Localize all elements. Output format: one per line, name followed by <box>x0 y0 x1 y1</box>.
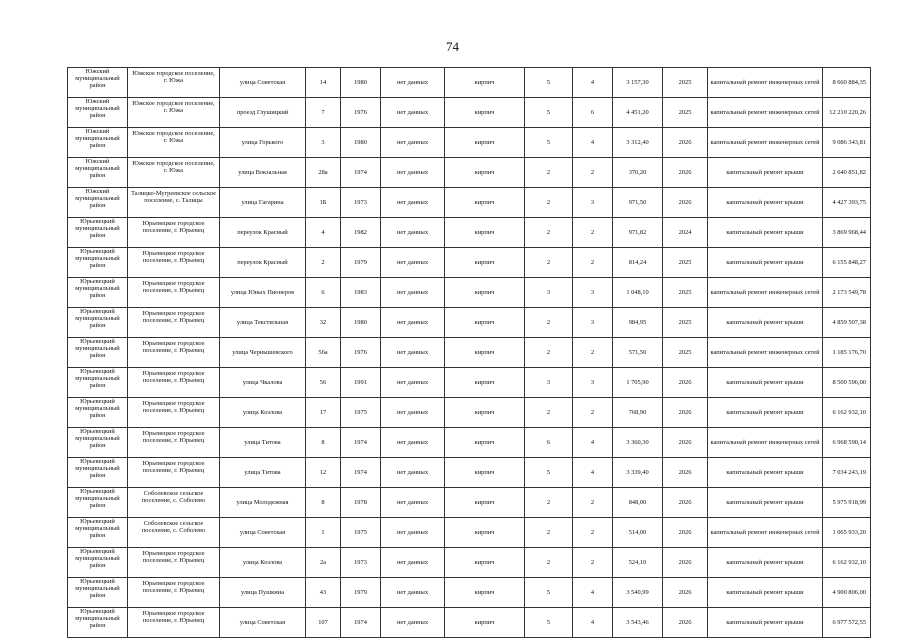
cell-work: капитальный ремонт инженерных сетей <box>708 428 823 458</box>
cell-area: 571,50 <box>613 338 663 368</box>
cell-work: капитальный ремонт крыши <box>708 608 823 638</box>
cell-work: капитальный ремонт инженерных сетей <box>708 518 823 548</box>
cell-floors: 2 <box>525 338 573 368</box>
cell-house: 14 <box>306 68 341 98</box>
cell-district: Южский муниципальный район <box>68 188 128 218</box>
cell-entrances: 2 <box>573 248 613 278</box>
cell-year: 1978 <box>341 488 381 518</box>
cell-year: 1991 <box>341 368 381 398</box>
cell-year: 1983 <box>341 278 381 308</box>
cell-floors: 2 <box>525 158 573 188</box>
cell-settlement: Юрьевецкое городское поселение, г. Юрьевец <box>128 428 220 458</box>
table-row <box>68 338 871 368</box>
cell-area: 1 048,10 <box>613 278 663 308</box>
cell-plan-year: 2026 <box>663 158 708 188</box>
cell-material: кирпич <box>445 308 525 338</box>
cell-house: 6 <box>306 278 341 308</box>
cell-plan-year: 2026 <box>663 428 708 458</box>
cell-floors: 3 <box>525 278 573 308</box>
cell-plan-year: 2025 <box>663 338 708 368</box>
cell-entrances: 2 <box>573 488 613 518</box>
cell-floors: 6 <box>525 428 573 458</box>
cell-entrances: 4 <box>573 578 613 608</box>
cell-condition: нет данных <box>381 458 445 488</box>
cell-house: 4 <box>306 218 341 248</box>
cell-area: 3 312,40 <box>613 128 663 158</box>
cell-district: Юрьевецкий муниципальный район <box>68 398 128 428</box>
cell-area: 524,10 <box>613 548 663 578</box>
cell-plan-year: 2026 <box>663 518 708 548</box>
cell-work: капитальный ремонт крыши <box>708 578 823 608</box>
table-row <box>68 128 871 158</box>
cell-cost: 3 869 968,44 <box>823 218 871 248</box>
page-number: 74 <box>446 39 459 54</box>
cell-year: 1975 <box>341 398 381 428</box>
cell-district: Юрьевецкий муниципальный район <box>68 518 128 548</box>
cell-settlement: Юрьевецкое городское поселение, г. Юрьевец <box>128 248 220 278</box>
cell-floors: 2 <box>525 518 573 548</box>
cell-year: 1980 <box>341 128 381 158</box>
cell-area: 814,24 <box>613 248 663 278</box>
cell-district: Юрьевецкий муниципальный район <box>68 608 128 638</box>
cell-floors: 2 <box>525 218 573 248</box>
cell-work: капитальный ремонт крыши <box>708 308 823 338</box>
cell-settlement: Юрьевецкое городское поселение, г. Юрьевец <box>128 338 220 368</box>
table-row <box>68 398 871 428</box>
cell-cost: 5 975 918,99 <box>823 488 871 518</box>
cell-work: капитальный ремонт крыши <box>708 458 823 488</box>
cell-year: 1973 <box>341 548 381 578</box>
cell-floors: 2 <box>525 248 573 278</box>
cell-house: 8 <box>306 488 341 518</box>
cell-material: кирпич <box>445 218 525 248</box>
cell-floors: 5 <box>525 98 573 128</box>
table-row <box>68 308 871 338</box>
cell-area: 3 157,30 <box>613 68 663 98</box>
cell-house: 56а <box>306 338 341 368</box>
cell-district: Юрьевецкий муниципальный район <box>68 428 128 458</box>
cell-district: Юрьевецкий муниципальный район <box>68 278 128 308</box>
cell-district: Юрьевецкий муниципальный район <box>68 338 128 368</box>
cell-house: 17 <box>306 398 341 428</box>
table-row <box>68 548 871 578</box>
cell-street: улица Вокзальная <box>220 158 306 188</box>
cell-street: улица Советская <box>220 518 306 548</box>
cell-house: 12 <box>306 458 341 488</box>
cell-material: кирпич <box>445 98 525 128</box>
cell-street: улица Титова <box>220 428 306 458</box>
cell-settlement: Юрьевецкое городское поселение, г. Юрьевец <box>128 578 220 608</box>
cell-material: кирпич <box>445 548 525 578</box>
cell-work: капитальный ремонт крыши <box>708 368 823 398</box>
cell-work: капитальный ремонт крыши <box>708 158 823 188</box>
cell-floors: 5 <box>525 608 573 638</box>
cell-area: 3 540,99 <box>613 578 663 608</box>
cell-area: 971,50 <box>613 188 663 218</box>
cell-condition: нет данных <box>381 578 445 608</box>
cell-cost: 1 065 933,20 <box>823 518 871 548</box>
cell-settlement: Южское городское поселение, г. Южа <box>128 68 220 98</box>
cell-cost: 8 660 884,35 <box>823 68 871 98</box>
cell-work: капитальный ремонт инженерных сетей <box>708 338 823 368</box>
table-row <box>68 458 871 488</box>
cell-material: кирпич <box>445 488 525 518</box>
cell-street: улица Козлова <box>220 398 306 428</box>
cell-year: 1979 <box>341 578 381 608</box>
cell-floors: 2 <box>525 488 573 518</box>
cell-work: капитальный ремонт крыши <box>708 398 823 428</box>
cell-entrances: 3 <box>573 368 613 398</box>
cell-street: улица Молодежная <box>220 488 306 518</box>
cell-settlement: Юрьевецкое городское поселение, г. Юрьевец <box>128 548 220 578</box>
cell-entrances: 4 <box>573 608 613 638</box>
cell-street: улица Козлова <box>220 548 306 578</box>
cell-street: улица Пушкина <box>220 578 306 608</box>
cell-plan-year: 2026 <box>663 608 708 638</box>
cell-material: кирпич <box>445 368 525 398</box>
cell-year: 1973 <box>341 188 381 218</box>
cell-district: Юрьевецкий муниципальный район <box>68 488 128 518</box>
cell-plan-year: 2026 <box>663 488 708 518</box>
cell-house: 8 <box>306 428 341 458</box>
cell-condition: нет данных <box>381 188 445 218</box>
cell-plan-year: 2026 <box>663 368 708 398</box>
cell-work: капитальный ремонт крыши <box>708 188 823 218</box>
cell-floors: 5 <box>525 128 573 158</box>
table-body <box>68 68 871 638</box>
cell-floors: 5 <box>525 458 573 488</box>
cell-house: 43 <box>306 578 341 608</box>
cell-condition: нет данных <box>381 68 445 98</box>
cell-floors: 5 <box>525 68 573 98</box>
cell-floors: 3 <box>525 368 573 398</box>
cell-area: 3 360,30 <box>613 428 663 458</box>
cell-street: улица Советская <box>220 68 306 98</box>
cell-house: 3 <box>306 128 341 158</box>
table-row <box>68 428 871 458</box>
cell-condition: нет данных <box>381 128 445 158</box>
cell-district: Южский муниципальный район <box>68 68 128 98</box>
cell-cost: 2 173 549,78 <box>823 278 871 308</box>
cell-district: Юрьевецкий муниципальный район <box>68 578 128 608</box>
cell-floors: 2 <box>525 398 573 428</box>
table-row <box>68 218 871 248</box>
cell-settlement: Юрьевецкое городское поселение, г. Юрьевец <box>128 278 220 308</box>
cell-entrances: 3 <box>573 278 613 308</box>
cell-floors: 5 <box>525 578 573 608</box>
table-row <box>68 158 871 188</box>
cell-entrances: 4 <box>573 68 613 98</box>
table-row <box>68 578 871 608</box>
cell-street: улица Чкалова <box>220 368 306 398</box>
cell-street: улица Текстильная <box>220 308 306 338</box>
cell-condition: нет данных <box>381 278 445 308</box>
cell-street: улица Горького <box>220 128 306 158</box>
cell-entrances: 2 <box>573 398 613 428</box>
cell-year: 1974 <box>341 608 381 638</box>
cell-cost: 4 859 507,38 <box>823 308 871 338</box>
cell-entrances: 3 <box>573 188 613 218</box>
cell-area: 768,90 <box>613 398 663 428</box>
cell-street: улица Чернышевского <box>220 338 306 368</box>
cell-house: 107 <box>306 608 341 638</box>
cell-condition: нет данных <box>381 158 445 188</box>
cell-plan-year: 2026 <box>663 398 708 428</box>
cell-material: кирпич <box>445 608 525 638</box>
cell-cost: 4 900 806,00 <box>823 578 871 608</box>
cell-work: капитальный ремонт крыши <box>708 218 823 248</box>
cell-condition: нет данных <box>381 518 445 548</box>
cell-plan-year: 2024 <box>663 218 708 248</box>
cell-year: 1974 <box>341 428 381 458</box>
cell-condition: нет данных <box>381 248 445 278</box>
cell-plan-year: 2025 <box>663 68 708 98</box>
table-row <box>68 68 871 98</box>
cell-district: Юрьевецкий муниципальный район <box>68 218 128 248</box>
cell-district: Юрьевецкий муниципальный район <box>68 548 128 578</box>
cell-floors: 2 <box>525 548 573 578</box>
cell-street: переулок Красный <box>220 248 306 278</box>
cell-cost: 6 155 848,27 <box>823 248 871 278</box>
cell-house: 2 <box>306 248 341 278</box>
cell-year: 1974 <box>341 458 381 488</box>
cell-condition: нет данных <box>381 98 445 128</box>
table-row <box>68 518 871 548</box>
cell-work: капитальный ремонт инженерных сетей <box>708 68 823 98</box>
cell-settlement: Соболевское сельское поселение, с. Соболево <box>128 488 220 518</box>
cell-house: 2а <box>306 548 341 578</box>
cell-cost: 4 427 393,75 <box>823 188 871 218</box>
cell-floors: 2 <box>525 308 573 338</box>
cell-plan-year: 2026 <box>663 188 708 218</box>
cell-area: 514,00 <box>613 518 663 548</box>
cell-entrances: 4 <box>573 428 613 458</box>
cell-street: переулок Красный <box>220 218 306 248</box>
cell-plan-year: 2026 <box>663 128 708 158</box>
cell-settlement: Соболевское сельское поселение, с. Соболево <box>128 518 220 548</box>
cell-settlement: Талицко-Мугреевское сельское поселение, с. Талицы <box>128 188 220 218</box>
cell-street: улица Гагарина <box>220 188 306 218</box>
cell-entrances: 4 <box>573 458 613 488</box>
cell-settlement: Юрьевецкое городское поселение, г. Юрьевец <box>128 398 220 428</box>
cell-condition: нет данных <box>381 338 445 368</box>
cell-area: 370,20 <box>613 158 663 188</box>
cell-work: капитальный ремонт инженерных сетей <box>708 128 823 158</box>
cell-year: 1982 <box>341 218 381 248</box>
cell-cost: 6 162 932,10 <box>823 548 871 578</box>
cell-street: улица Юных Пионеров <box>220 278 306 308</box>
cell-cost: 8 500 596,00 <box>823 368 871 398</box>
cell-area: 848,00 <box>613 488 663 518</box>
cell-plan-year: 2026 <box>663 578 708 608</box>
cell-house: 1Б <box>306 188 341 218</box>
cell-house: 28а <box>306 158 341 188</box>
table-row <box>68 98 871 128</box>
cell-settlement: Юрьевецкое городское поселение, г. Юрьевец <box>128 218 220 248</box>
cell-work: капитальный ремонт крыши <box>708 248 823 278</box>
cell-condition: нет данных <box>381 368 445 398</box>
cell-entrances: 2 <box>573 548 613 578</box>
cell-material: кирпич <box>445 398 525 428</box>
table-row <box>68 368 871 398</box>
cell-entrances: 2 <box>573 338 613 368</box>
cell-settlement: Юрьевецкое городское поселение, г. Юрьевец <box>128 368 220 398</box>
cell-settlement: Юрьевецкое городское поселение, г. Юрьевец <box>128 458 220 488</box>
cell-entrances: 2 <box>573 518 613 548</box>
cell-cost: 2 640 851,82 <box>823 158 871 188</box>
cell-year: 1974 <box>341 158 381 188</box>
cell-cost: 7 034 243,19 <box>823 458 871 488</box>
table-row <box>68 188 871 218</box>
cell-district: Юрьевецкий муниципальный район <box>68 458 128 488</box>
cell-material: кирпич <box>445 278 525 308</box>
cell-condition: нет данных <box>381 398 445 428</box>
cell-work: капитальный ремонт инженерных сетей <box>708 278 823 308</box>
cell-year: 1975 <box>341 518 381 548</box>
cell-settlement: Южское городское поселение, г. Южа <box>128 128 220 158</box>
cell-material: кирпич <box>445 68 525 98</box>
cell-condition: нет данных <box>381 308 445 338</box>
cell-street: проезд Глушицкий <box>220 98 306 128</box>
cell-entrances: 2 <box>573 158 613 188</box>
cell-material: кирпич <box>445 518 525 548</box>
cell-material: кирпич <box>445 248 525 278</box>
cell-district: Южский муниципальный район <box>68 158 128 188</box>
cell-material: кирпич <box>445 578 525 608</box>
table-row <box>68 608 871 638</box>
cell-district: Южский муниципальный район <box>68 128 128 158</box>
cell-plan-year: 2025 <box>663 308 708 338</box>
cell-cost: 6 968 590,14 <box>823 428 871 458</box>
cell-area: 4 451,20 <box>613 98 663 128</box>
cell-district: Юрьевецкий муниципальный район <box>68 248 128 278</box>
cell-plan-year: 2025 <box>663 278 708 308</box>
cell-area: 984,95 <box>613 308 663 338</box>
cell-condition: нет данных <box>381 218 445 248</box>
cell-cost: 6 162 932,10 <box>823 398 871 428</box>
cell-area: 3 543,46 <box>613 608 663 638</box>
cell-cost: 1 185 176,70 <box>823 338 871 368</box>
table-row <box>68 278 871 308</box>
cell-entrances: 4 <box>573 128 613 158</box>
cell-settlement: Юрьевецкое городское поселение, г. Юрьевец <box>128 308 220 338</box>
cell-year: 1976 <box>341 98 381 128</box>
cell-settlement: Южское городское поселение, г. Южа <box>128 98 220 128</box>
cell-plan-year: 2026 <box>663 548 708 578</box>
cell-material: кирпич <box>445 188 525 218</box>
cell-settlement: Южское городское поселение, г. Южа <box>128 158 220 188</box>
cell-work: капитальный ремонт крыши <box>708 488 823 518</box>
cell-area: 971,82 <box>613 218 663 248</box>
cell-street: улица Титова <box>220 458 306 488</box>
cell-floors: 2 <box>525 188 573 218</box>
cell-district: Юрьевецкий муниципальный район <box>68 308 128 338</box>
cell-cost: 6 977 572,55 <box>823 608 871 638</box>
cell-cost: 12 210 220,26 <box>823 98 871 128</box>
cell-area: 3 339,40 <box>613 458 663 488</box>
cell-plan-year: 2026 <box>663 458 708 488</box>
cell-street: улица Советская <box>220 608 306 638</box>
cell-year: 1980 <box>341 68 381 98</box>
cell-material: кирпич <box>445 338 525 368</box>
cell-material: кирпич <box>445 158 525 188</box>
cell-settlement: Юрьевецкое городское поселение, г. Юрьевец <box>128 608 220 638</box>
cell-area: 1 705,90 <box>613 368 663 398</box>
housing-repair-table <box>67 67 871 638</box>
cell-work: капитальный ремонт крыши <box>708 548 823 578</box>
cell-condition: нет данных <box>381 608 445 638</box>
cell-material: кирпич <box>445 128 525 158</box>
cell-material: кирпич <box>445 428 525 458</box>
cell-condition: нет данных <box>381 488 445 518</box>
cell-district: Южский муниципальный район <box>68 98 128 128</box>
table-row <box>68 248 871 278</box>
table-row <box>68 488 871 518</box>
cell-condition: нет данных <box>381 548 445 578</box>
cell-house: 1 <box>306 518 341 548</box>
cell-year: 1979 <box>341 248 381 278</box>
cell-house: 32 <box>306 308 341 338</box>
cell-material: кирпич <box>445 458 525 488</box>
cell-entrances: 6 <box>573 98 613 128</box>
cell-cost: 9 086 343,81 <box>823 128 871 158</box>
cell-house: 56 <box>306 368 341 398</box>
cell-year: 1976 <box>341 338 381 368</box>
cell-house: 7 <box>306 98 341 128</box>
cell-district: Юрьевецкий муниципальный район <box>68 368 128 398</box>
cell-entrances: 3 <box>573 308 613 338</box>
cell-plan-year: 2025 <box>663 98 708 128</box>
cell-entrances: 2 <box>573 218 613 248</box>
cell-year: 1980 <box>341 308 381 338</box>
cell-condition: нет данных <box>381 428 445 458</box>
cell-work: капитальный ремонт инженерных сетей <box>708 98 823 128</box>
cell-plan-year: 2025 <box>663 248 708 278</box>
